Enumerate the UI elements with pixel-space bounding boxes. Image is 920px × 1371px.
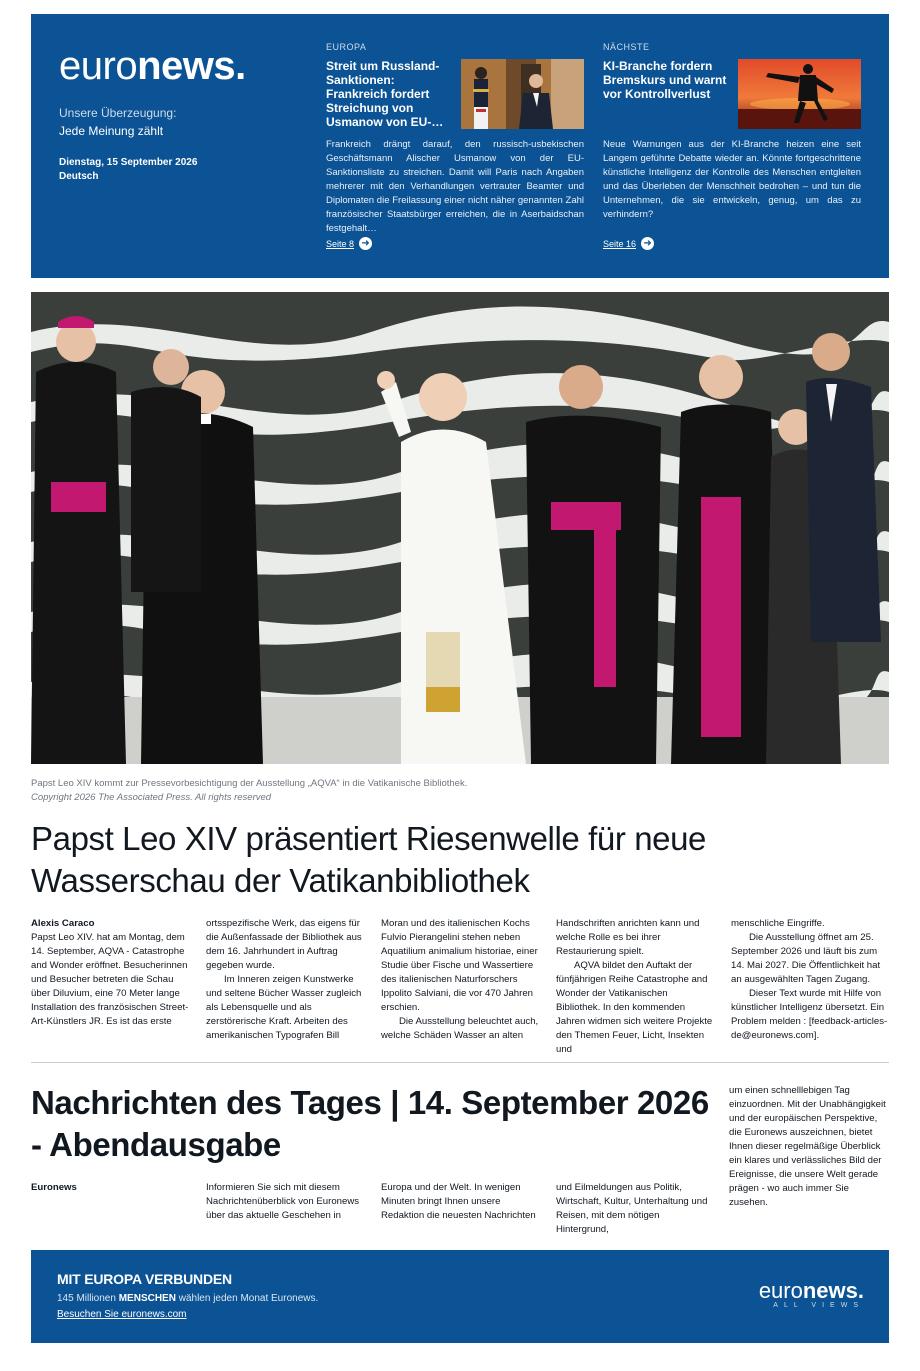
teaser-photo-guard[interactable] [461,59,584,129]
header-band [31,14,889,278]
teaser-kicker: NÄCHSTE [603,42,650,52]
issue-date: Dienstag, 15 September 2026 [59,157,198,168]
arrow-right-icon: ➜ [359,237,372,250]
article-column [556,917,714,1057]
hero-photo-pope [31,292,889,764]
euronews-logo[interactable]: euronews. [59,44,246,88]
issue-language: Deutsch [59,171,99,182]
article-headline[interactable]: Nachrichten des Tages | 14. September 2026 - Abendausgabe [31,1084,709,1163]
article-column [731,1181,889,1237]
teaser-text: Frankreich drängt darauf, den russisch-usbekischen Geschäftsmann Alischer Usmanow von der EU-Sanktionsliste zu streichen. Damit will Paris nach Angaben mehrerer mit den Verhandlungen vertrauter Beamter und Diplomaten die Freilassung einer nicht näher genannten Zahl französischer Staatsbürger erreichen, die in Aserbaidschan festgehalt… [326,139,584,234]
motto: Jede Meinung zählt [59,124,164,138]
paragraph: und Eilmeldungen aus Politik, Wirtschaft, Kultur, Unterhaltung und Reisen, mit dem nötigen Hintergrund, [556,1182,708,1235]
section-divider [31,1062,889,1063]
article-body [31,1181,889,1237]
motto-label: Unsere Überzeugung: [59,106,177,120]
article-column [556,1181,714,1237]
article-headline[interactable]: Papst Leo XIV präsentiert Riesenwelle für neue Wasserschau der Vatikanbibliothek [31,820,707,899]
teaser-naechste [603,42,861,249]
article-column [31,917,189,1057]
paragraph: Europa und der Welt. In wenigen Minuten bringt Ihnen unsere Redaktion die neuesten Nachrichten [381,1182,536,1221]
teaser-photo-robot[interactable] [738,59,861,129]
paragraph: AQVA bildet den Auftakt der fünfjährigen Reihe Catastrophe and Wonder der Vatikanischen Bibliothek. In den kommenden Jahren widmen sich weitere Projekte den Themen Feuer, Licht, Insekten und [556,960,713,1055]
article-column [381,917,539,1057]
paragraph: menschliche Eingriffe. [731,918,825,929]
article-body [31,917,889,1057]
teaser-headline[interactable]: KI-Branche fordern Bremskurs und warnt vor Kontrollverlust [603,59,727,101]
article-column [206,917,364,1057]
paragraph: um einen schnelllebigen Tag einzuordnen. Mit der Unabhängigkeit und der europäischen Perspektive, die Euronews auszeichnen, bietet Ihnen dieser regelmäßige Überblick ein klares und verlässliches Bild der Ereignisse, die unsere Welt gerade prägen - wo auch immer Sie zusehen. [729,1085,886,1208]
teaser-page-link[interactable]: Seite 16 ➜ [603,237,654,250]
paragraph: Papst Leo XIV. hat am Montag, dem 14. September, AQVA - Catastrophe and Wonder eröffnet. Besucherinnen und Besucher betreten die Schau über Diluvium, eine 70 Meter lange Installation des französischen Street-Art-Künstlers JR. Es ist das erste [31,932,189,1027]
teaser-kicker: EUROPA [326,42,367,52]
logo-tagline: ALL VIEWS [773,1302,864,1309]
euronews-logo[interactable]: euronews. [758,1278,864,1303]
article-column [381,1181,539,1237]
paragraph: Informieren Sie sich mit diesem Nachrichtenüberblick von Euronews über das aktuelle Geschehen in [206,1182,360,1221]
footer-title: MIT EUROPA VERBUNDEN [57,1271,232,1287]
photo-copyright: Copyright 2026 The Associated Press. All rights reserved [31,792,272,803]
paragraph: Moran und des italienischen Kochs Fulvio Pierangelini stehen neben Aquatilium animalium historiae, einer Studie über Fische und Wassertiere des italienischen Naturforschers Ippolito Salviani, die vor 470 Jahren erschien. [381,918,538,1013]
paragraph: Dieser Text wurde mit Hilfe von künstlicher Intelligenz übersetzt. Ein Problem melden : [feedback-articles-de@euronews.com]. [731,988,888,1041]
paragraph: Handschriften anrichten kann und welche Rolle es bei ihrer Restaurierung spielt. [556,918,700,957]
paragraph: Im Inneren zeigen Kunstwerke und seltene Bücher Wasser zugleich als Lebensquelle und als zerstörerische Kraft. Arbeiten des amerikanischen Typografen Bill [206,974,362,1041]
paragraph: Die Ausstellung öffnet am 25. September 2026 und läuft bis zum 14. Mai 2027. Die Öffentlichkeit hat an ausgewählten Tagen Zugang. [731,932,881,985]
paragraph: Die Ausstellung beleuchtet auch, welche Schäden Wasser an alten [381,1016,539,1041]
author-name: Alexis Caraco [31,918,95,929]
footer-subtitle: 145 Millionen MENSCHEN wählen jeden Monat Euronews. [57,1293,319,1304]
paragraph: ortsspezifische Werk, das eigens für die Außenfassade der Bibliothek aus dem 16. Jahrhundert in Auftrag gegeben wurde. [206,918,362,971]
author-name: Euronews [31,1182,77,1193]
article-column [206,1181,364,1237]
photo-caption: Papst Leo XIV kommt zur Pressevorbesichtigung der Ausstellung „AQVA“ in die Vatikanische Bibliothek. [31,778,468,789]
teaser-page-link[interactable]: Seite 8 ➜ [326,237,372,250]
visit-site-link[interactable]: Besuchen Sie euronews.com [57,1309,187,1320]
footer-band [31,1250,889,1343]
arrow-right-icon: ➜ [641,237,654,250]
article-column [31,1181,189,1237]
teaser-text: Neue Warnungen aus der KI-Branche heizen eine seit Langem geführte Debatte wieder an. Könnte fortgeschrittene künstliche Intelligenz der Kontrolle des Menschen entgleiten und das Überleben der Menschheit bedrohen – und tun die Unternehmen, die sie entwickeln, genug, um das zu verhindern? [603,139,861,220]
teaser-europa [326,42,584,249]
teaser-headline[interactable]: Streit um Russland-Sanktionen: Frankreich fordert Streichung von Usmanow von EU-… [326,59,444,129]
article-column [731,917,889,1057]
